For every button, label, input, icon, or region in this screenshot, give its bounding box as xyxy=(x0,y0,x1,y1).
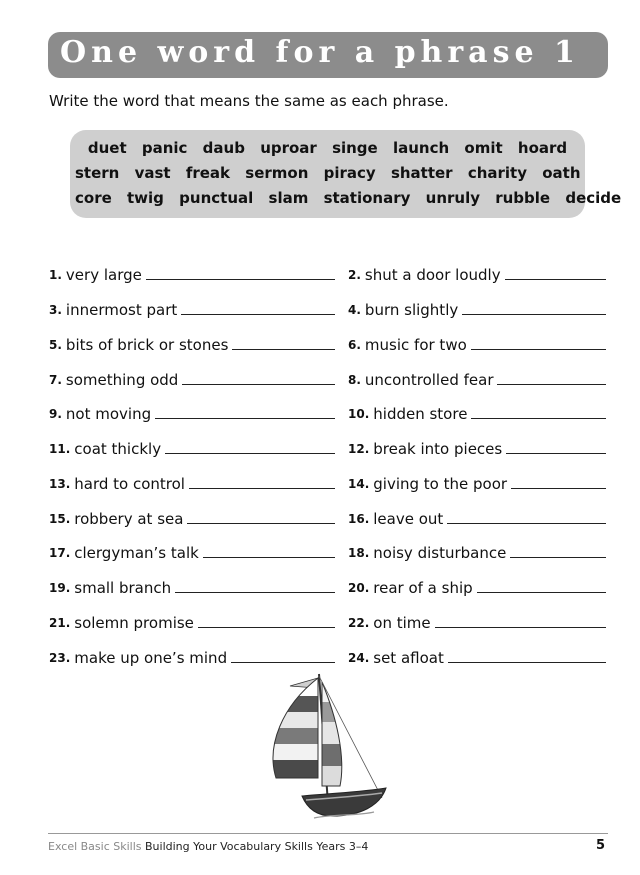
word-bank-row xyxy=(70,189,622,207)
item-phrase: very large xyxy=(65,266,142,284)
answer-line[interactable] xyxy=(511,487,606,489)
item-phrase: something odd xyxy=(65,371,179,389)
word-bank-word: daub xyxy=(202,139,245,157)
word-bank-word: rubble xyxy=(495,189,551,207)
page-number: 5 xyxy=(596,838,606,853)
answer-line[interactable] xyxy=(497,383,606,385)
word-bank-word: decide xyxy=(565,189,622,207)
item-number: 11. xyxy=(49,442,71,456)
item-phrase: set afloat xyxy=(373,649,444,667)
word-bank-word: launch xyxy=(392,139,450,157)
exercise-item xyxy=(348,438,606,458)
exercise-item xyxy=(49,577,335,597)
word-bank-word: hoard xyxy=(517,139,568,157)
item-phrase: robbery at sea xyxy=(74,510,184,528)
exercise-item xyxy=(348,612,606,632)
answer-line[interactable] xyxy=(510,556,606,558)
item-number: 21. xyxy=(49,616,71,630)
main-sail xyxy=(262,676,322,780)
item-phrase: not moving xyxy=(65,405,152,423)
word-bank-row xyxy=(70,139,585,157)
answer-line[interactable] xyxy=(462,313,606,315)
series-name: Excel Basic Skills xyxy=(48,840,142,853)
item-number: 4. xyxy=(348,303,361,317)
item-number: 8. xyxy=(348,373,361,387)
answer-line[interactable] xyxy=(146,278,335,280)
word-bank-word: stern xyxy=(75,164,120,182)
word-bank-word: omit xyxy=(464,139,503,157)
exercise-item xyxy=(348,403,606,423)
item-phrase: music for two xyxy=(364,336,467,354)
answer-line[interactable] xyxy=(231,661,335,663)
exercise-item xyxy=(49,334,335,354)
answer-line[interactable] xyxy=(447,522,606,524)
item-phrase: coat thickly xyxy=(74,440,162,458)
answer-line[interactable] xyxy=(448,661,606,663)
answer-line[interactable] xyxy=(189,487,335,489)
exercise-item xyxy=(348,508,606,528)
item-number: 10. xyxy=(348,407,370,421)
exercise-item xyxy=(49,473,335,493)
item-number: 5. xyxy=(49,338,62,352)
answer-line[interactable] xyxy=(477,591,606,593)
exercise-item xyxy=(49,612,335,632)
answer-line[interactable] xyxy=(182,383,335,385)
exercise-item xyxy=(49,508,335,528)
exercise-item xyxy=(49,438,335,458)
answer-line[interactable] xyxy=(165,452,335,454)
exercise-item xyxy=(49,299,335,319)
item-phrase: uncontrolled fear xyxy=(364,371,494,389)
answer-line[interactable] xyxy=(175,591,335,593)
item-phrase: on time xyxy=(373,614,431,632)
word-bank-word: panic xyxy=(141,139,188,157)
word-bank-word: slam xyxy=(268,189,309,207)
answer-line[interactable] xyxy=(471,417,606,419)
word-bank-word: freak xyxy=(185,164,231,182)
book-title: Building Your Vocabulary Skills Years 3–4 xyxy=(145,840,369,853)
item-phrase: bits of brick or stones xyxy=(65,336,229,354)
exercise-item xyxy=(49,264,335,284)
item-number: 23. xyxy=(49,651,71,665)
item-number: 15. xyxy=(49,512,71,526)
exercise-item xyxy=(348,264,606,284)
answer-line[interactable] xyxy=(435,626,606,628)
word-bank-word: duet xyxy=(87,139,127,157)
word-bank-word: singe xyxy=(332,139,378,157)
item-number: 3. xyxy=(49,303,62,317)
exercise-item xyxy=(49,403,335,423)
word-bank-word: piracy xyxy=(323,164,376,182)
item-phrase: make up one’s mind xyxy=(74,649,228,667)
word-bank-box xyxy=(70,130,622,218)
footer-divider xyxy=(48,833,608,834)
word-bank-word: uproar xyxy=(260,139,317,157)
item-phrase: rear of a ship xyxy=(373,579,473,597)
item-phrase: hard to control xyxy=(74,475,185,493)
exercise-item xyxy=(348,473,606,493)
item-phrase: solemn promise xyxy=(74,614,194,632)
answer-line[interactable] xyxy=(198,626,335,628)
item-phrase: shut a door loudly xyxy=(364,266,501,284)
answer-line[interactable] xyxy=(232,348,335,350)
item-number: 22. xyxy=(348,616,370,630)
footer-text xyxy=(48,840,368,853)
word-bank-row xyxy=(70,164,585,182)
exercise-item xyxy=(348,647,606,667)
answer-line[interactable] xyxy=(471,348,606,350)
exercise-item xyxy=(49,542,335,562)
item-phrase: burn slightly xyxy=(364,301,459,319)
answer-line[interactable] xyxy=(203,556,335,558)
exercise-item xyxy=(348,542,606,562)
exercise-item xyxy=(348,299,606,319)
sailboat-illustration xyxy=(262,666,390,826)
jib-sail xyxy=(320,680,360,788)
item-phrase: small branch xyxy=(74,579,172,597)
word-bank-word: punctual xyxy=(179,189,254,207)
item-phrase: giving to the poor xyxy=(373,475,508,493)
item-number: 1. xyxy=(49,268,62,282)
item-number: 16. xyxy=(348,512,370,526)
item-phrase: innermost part xyxy=(65,301,178,319)
item-number: 14. xyxy=(348,477,370,491)
word-bank-word: unruly xyxy=(425,189,480,207)
item-number: 18. xyxy=(348,546,370,560)
word-bank-word: shatter xyxy=(390,164,453,182)
item-phrase: leave out xyxy=(373,510,444,528)
item-number: 24. xyxy=(348,651,370,665)
item-number: 7. xyxy=(49,373,62,387)
answer-line[interactable] xyxy=(155,417,335,419)
item-number: 2. xyxy=(348,268,361,282)
answer-line[interactable] xyxy=(505,278,606,280)
item-number: 13. xyxy=(49,477,71,491)
word-bank-word: oath xyxy=(542,164,581,182)
word-bank-word: stationary xyxy=(323,189,411,207)
item-phrase: clergyman’s talk xyxy=(74,544,199,562)
exercise-item xyxy=(348,369,606,389)
answer-line[interactable] xyxy=(187,522,335,524)
instruction-text: Write the word that means the same as each phrase. xyxy=(49,92,449,110)
item-number: 6. xyxy=(348,338,361,352)
item-phrase: hidden store xyxy=(373,405,468,423)
item-phrase: noisy disturbance xyxy=(373,544,507,562)
exercise-item xyxy=(49,369,335,389)
word-bank-word: core xyxy=(75,189,112,207)
item-number: 12. xyxy=(348,442,370,456)
exercise-item xyxy=(348,334,606,354)
title-banner xyxy=(48,32,608,78)
exercise-item xyxy=(348,577,606,597)
item-number: 9. xyxy=(49,407,62,421)
answer-line[interactable] xyxy=(181,313,335,315)
word-bank-word: twig xyxy=(127,189,164,207)
word-bank-word: charity xyxy=(467,164,527,182)
word-bank-word: sermon xyxy=(245,164,309,182)
word-bank-word: vast xyxy=(134,164,171,182)
item-number: 20. xyxy=(348,581,370,595)
answer-line[interactable] xyxy=(506,452,606,454)
exercise-item xyxy=(49,647,335,667)
item-number: 17. xyxy=(49,546,71,560)
item-phrase: break into pieces xyxy=(373,440,503,458)
page-title: One word for a phrase 1 xyxy=(60,35,580,70)
item-number: 19. xyxy=(49,581,71,595)
